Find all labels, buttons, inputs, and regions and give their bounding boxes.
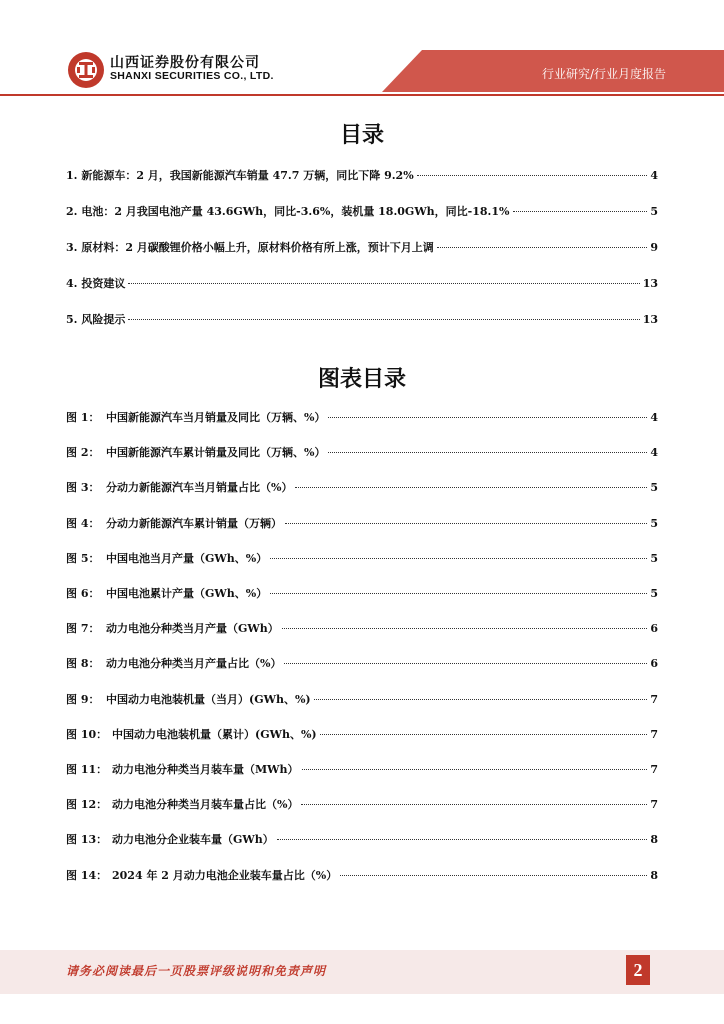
toc-title: 目录 (339, 123, 384, 148)
figure-title: 中国新能源汽车累计销量及同比（万辆、%） (106, 446, 326, 460)
toc-item[interactable] (66, 312, 658, 328)
leader-dots (340, 875, 647, 876)
page-header (0, 0, 724, 100)
toc-item-label: 3. 原材料：2 月碳酸锂价格小幅上升，原材料价格有所上涨，预计下月上调 (66, 241, 434, 254)
figure-number: 图 12： (66, 798, 108, 812)
toc-item-label: 4. 投资建议 (66, 277, 126, 290)
figure-item-page: 4 (650, 446, 658, 460)
header-divider (0, 94, 724, 96)
figure-item-page: 5 (650, 587, 658, 600)
leader-dots (277, 839, 648, 840)
company-logo-icon (66, 50, 106, 90)
toc-item[interactable] (66, 168, 658, 184)
figure-item[interactable] (66, 692, 658, 708)
company-name-en: SHANXI SECURITIES CO., LTD. (110, 70, 274, 82)
toc-item-label: 1. 新能源车：2 月，我国新能源汽车销量 47.7 万辆，同比下降 9.2% (66, 169, 414, 182)
figure-title: 中国动力电池装机量（当月）(GWh、%) (106, 692, 311, 706)
figure-item-page: 7 (650, 798, 658, 812)
leader-dots (417, 175, 648, 176)
figure-number: 图 14： (66, 868, 108, 882)
figure-item-label (66, 692, 311, 708)
figure-number: 图 10： (66, 727, 108, 741)
leader-dots (320, 734, 648, 735)
figure-item-label (66, 551, 267, 567)
toc-item-page: 5 (650, 205, 658, 218)
figure-item-label (66, 480, 292, 496)
toc-item-page: 9 (650, 241, 658, 254)
leader-dots (328, 452, 647, 453)
figure-number: 图 8： (66, 657, 100, 671)
figure-item-label (66, 727, 317, 743)
leader-dots (328, 417, 647, 418)
disclaimer: 请务必阅读最后一页股票评级说明和免责声明 (66, 964, 327, 978)
figure-item[interactable] (66, 480, 658, 496)
figure-number: 图 6： (66, 587, 100, 600)
figure-title: 动力电池分种类当月装车量占比（%） (112, 798, 299, 812)
figure-item[interactable] (66, 832, 658, 848)
leader-dots (270, 558, 647, 559)
figure-item[interactable] (66, 762, 658, 778)
leader-dots (270, 593, 647, 594)
figure-item-label (66, 445, 325, 461)
figure-title: 2024 年 2 月动力电池企业装车量占比（%） (112, 868, 338, 882)
leader-dots (128, 283, 639, 284)
toc-item-page: 13 (642, 313, 658, 326)
figure-item-page: 7 (650, 763, 658, 776)
figure-item-page: 7 (650, 692, 658, 706)
toc-item-page: 13 (642, 277, 658, 290)
figure-title: 分动力新能源汽车累计销量（万辆） (106, 516, 282, 530)
toc-item-label: 5. 风险提示 (66, 313, 126, 326)
figure-number: 图 13： (66, 833, 108, 847)
figure-number: 图 9： (66, 692, 100, 706)
figure-item-page: 4 (650, 411, 658, 424)
figure-item-label (66, 762, 299, 778)
figure-title: 中国动力电池装机量（累计）(GWh、%) (112, 727, 317, 741)
figure-item[interactable] (66, 445, 658, 461)
report-type: 行业研究/行业月度报告 (541, 67, 666, 81)
toc-item[interactable] (66, 204, 658, 220)
figure-title: 中国电池累计产量（GWh、%） (106, 587, 268, 600)
company-name-cn: 山西证券股份有限公司 (110, 55, 260, 71)
figure-item-page: 5 (650, 481, 658, 495)
leader-dots (285, 523, 647, 524)
figure-item[interactable] (66, 551, 658, 567)
figure-title: 动力电池分种类当月装车量（MWh） (112, 763, 299, 776)
figure-number: 图 2： (66, 446, 100, 460)
figure-item-label (66, 656, 281, 672)
figure-item-label (66, 832, 274, 848)
leader-dots (282, 628, 648, 629)
leader-dots (302, 769, 648, 770)
figure-item-label (66, 797, 298, 813)
leader-dots (301, 804, 647, 805)
toc-item[interactable] (66, 240, 658, 256)
leader-dots (513, 211, 648, 212)
leader-dots (284, 663, 647, 664)
figure-item-page: 8 (650, 833, 658, 847)
toc-item-page: 4 (650, 169, 658, 182)
figure-item[interactable] (66, 410, 658, 426)
figure-title: 动力电池分种类当月产量占比（%） (106, 657, 282, 671)
figure-item[interactable] (66, 727, 658, 743)
toc-item-label: 2. 电池：2 月我国电池产量 43.6GWh，同比-3.6%，装机量 18.0GWh，同比-18.1% (66, 205, 510, 218)
figure-item-page: 5 (650, 516, 658, 530)
page-number: 2 (626, 955, 650, 985)
figure-item[interactable] (66, 516, 658, 532)
figure-title: 中国电池当月产量（GWh、%） (106, 551, 268, 565)
figure-item-label (66, 516, 282, 532)
figure-item-label (66, 586, 267, 602)
figure-item-page: 7 (650, 727, 658, 741)
figure-title: 动力电池分企业装车量（GWh） (112, 833, 274, 847)
leader-dots (128, 319, 639, 320)
figure-item-label (66, 621, 279, 637)
figure-item-label (66, 868, 337, 884)
figure-item-page: 5 (650, 551, 658, 565)
figure-number: 图 3： (66, 481, 100, 495)
figure-item[interactable] (66, 656, 658, 672)
figure-number: 图 11： (66, 763, 108, 776)
leader-dots (437, 247, 648, 248)
figure-item[interactable] (66, 586, 658, 602)
figure-title: 动力电池分种类当月产量（GWh） (106, 622, 279, 636)
leader-dots (314, 699, 648, 700)
figure-item-page: 8 (650, 868, 658, 882)
figure-title: 中国新能源汽车当月销量及同比（万辆、%） (106, 411, 326, 424)
figure-item[interactable] (66, 868, 658, 884)
figures-title: 图表目录 (317, 367, 406, 392)
figure-item-page: 6 (650, 622, 658, 636)
figure-item[interactable] (66, 797, 658, 813)
leader-dots (295, 487, 647, 488)
figure-item-page: 6 (650, 657, 658, 671)
figure-number: 图 7： (66, 622, 100, 636)
figure-title: 分动力新能源汽车当月销量占比（%） (106, 481, 293, 495)
figure-number: 图 4： (66, 516, 100, 530)
figure-number: 图 1： (66, 411, 100, 424)
figure-number: 图 5： (66, 551, 100, 565)
toc-item[interactable] (66, 276, 658, 292)
figure-item-label (66, 410, 325, 426)
figure-item[interactable] (66, 621, 658, 637)
